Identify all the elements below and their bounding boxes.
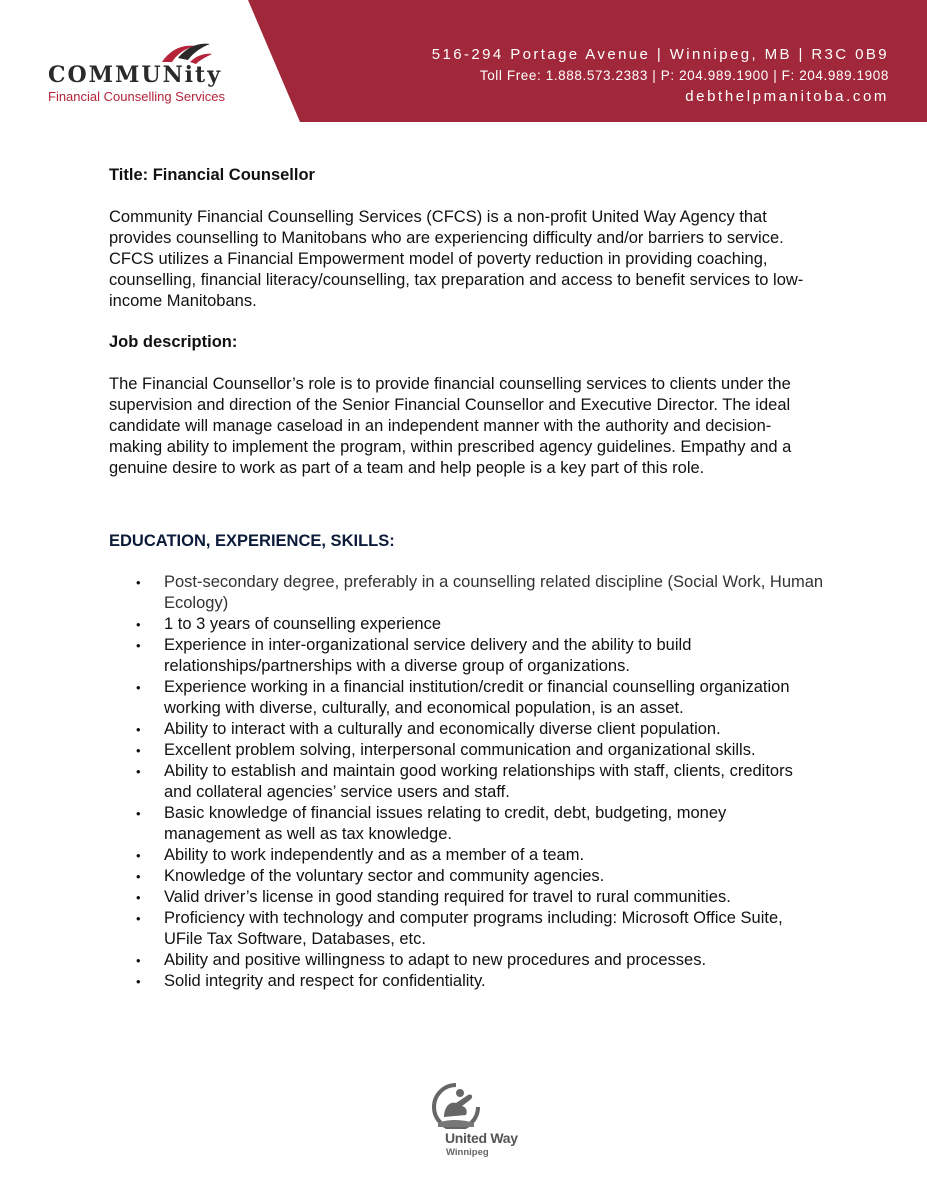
cfcs-logo	[44, 36, 244, 108]
list-item: • 1 to 3 years of counselling experience	[109, 614, 824, 635]
address-line: 516-294 Portage Avenue | Winnipeg, MB | R3C 0B9	[431, 46, 889, 63]
job-description-heading: Job description:	[109, 333, 238, 351]
list-item: • Ability to interact with a culturally and economically diverse client population.	[109, 719, 824, 740]
list-item: • Ability to establish and maintain good working relationships with staff, clients, creditors and collateral agencies’ service users and staff.	[109, 761, 824, 803]
website-line: debthelpmanitoba.com	[685, 88, 889, 105]
list-item: • Excellent problem solving, interpersonal communication and organizational skills.	[109, 740, 824, 761]
logo-subtitle: Financial Counselling Services	[48, 89, 226, 104]
skills-list	[109, 572, 824, 992]
united-way-city: Winnipeg	[446, 1147, 489, 1158]
united-way-hand-icon	[432, 1083, 480, 1129]
logo-wordmark: COMMUNity	[48, 62, 222, 88]
list-item: • Ability to work independently and as a member of a team.	[109, 845, 824, 866]
list-item: • Experience working in a financial institution/credit or financial counselling organization working with diverse, culturally, and economical population, is an asset.	[109, 677, 824, 719]
phone-line: Toll Free: 1.888.573.2383 | P: 204.989.1900 | F: 204.989.1908	[479, 68, 889, 83]
list-item: • Knowledge of the voluntary sector and community agencies.	[109, 866, 824, 887]
list-item: • Valid driver’s license in good standing required for travel to rural communities.	[109, 887, 824, 908]
job-description-paragraph: The Financial Counsellor’s role is to provide financial counselling services to clients under the supervision and direction of the Senior Financial Counsellor and Executive Director. The ideal candidate will manage caseload in an independent manner with the authority and decision-making ability to implement the program, within prescribed agency guidelines. Empathy and a genuine desire to work as part of a team and help people is a key part of this role.	[109, 375, 792, 477]
document-title: Title: Financial Counsellor	[109, 166, 315, 184]
skills-heading: EDUCATION, EXPERIENCE, SKILLS:	[109, 532, 395, 550]
letterhead	[0, 0, 927, 122]
list-item: • Experience in inter-organizational service delivery and the ability to build relationships/partnerships with a diverse group of organizations.	[109, 635, 824, 677]
list-item: • Ability and positive willingness to adapt to new procedures and processes.	[109, 950, 824, 971]
intro-paragraph: Community Financial Counselling Services (CFCS) is a non-profit United Way Agency that provides counselling to Manitobans who are experiencing difficulty and/or barriers to service. CFCS utilizes a Financial Empowerment model of poverty reduction in providing coaching, counselling, financial literacy/counselling, tax preparation and access to benefit services to low-income Manitobans.	[109, 208, 804, 310]
list-item: • Proficiency with technology and computer programs including: Microsoft Office Suite, UFile Tax Software, Databases, etc.	[109, 908, 824, 950]
list-item: • Basic knowledge of financial issues relating to credit, debt, budgeting, money management as well as tax knowledge.	[109, 803, 824, 845]
list-item: • Post-secondary degree, preferably in a counselling related discipline (Social Work, Human Ecology)	[109, 572, 824, 614]
list-item: • Solid integrity and respect for confidentiality.	[109, 971, 824, 992]
united-way-logo	[432, 1083, 532, 1163]
contact-info	[432, 44, 889, 107]
united-way-name: United Way	[445, 1130, 518, 1146]
document-body	[109, 165, 824, 990]
